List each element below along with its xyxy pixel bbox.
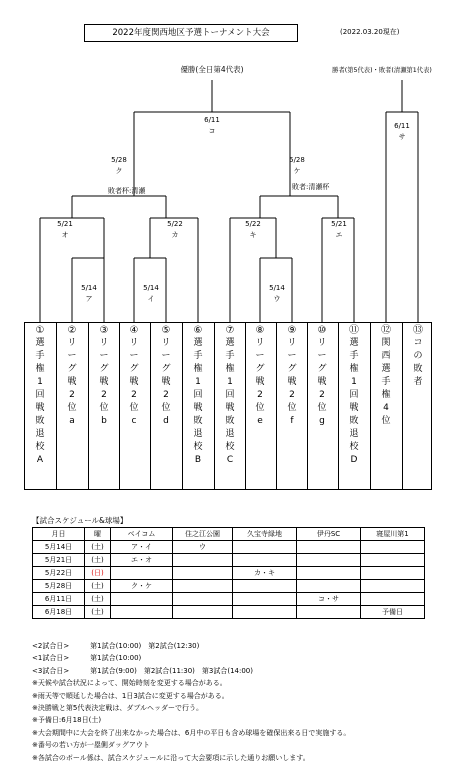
table-row [33,541,425,554]
note-line: ※大会期間中に大会を終了出来なかった場合は、6月中の平日も含め球場を確保出来る日で実施する。 [32,728,351,737]
team-number: ⑧ [255,325,265,336]
page-title: 2022年度関西地区予選トーナメント大会 [84,24,298,42]
table-cell [361,541,425,554]
team-number: ① [35,325,45,336]
team-divider [307,322,308,490]
match-sa-date: 6/11 [394,122,410,130]
team-entry [98,324,110,428]
note-line: <1試合日> 第1試合(10:00) [32,654,142,663]
table-cell: エ・オ [111,554,173,567]
team-label: リーグ戦2位f [287,338,297,426]
table-cell [173,593,233,606]
side-winner-label: 勝者(第5代表)・敗者(清瀬第1代表) [332,67,432,74]
match-e-code: エ [335,231,343,239]
match-o-code: オ [61,231,69,239]
match-a-date: 5/14 [81,284,97,292]
loser-cup-right: 敗者:清瀬杯 [292,183,330,191]
team-divider [56,322,57,490]
schedule-header-row [33,528,425,541]
table-cell: ア・イ [111,541,173,554]
table-cell: (日) [85,567,111,580]
schedule-title: 【試合スケジュール&球場】 [32,516,128,525]
table-cell [233,541,297,554]
table-cell: 5月14日 [33,541,85,554]
team-number: ④ [129,325,139,336]
table-cell: 6月18日 [33,606,85,619]
table-cell [173,606,233,619]
match-i-date: 5/14 [143,284,159,292]
table-cell: 5月22日 [33,567,85,580]
team-number: ⑨ [287,325,297,336]
table-cell [361,593,425,606]
match-e-date: 5/21 [331,220,347,228]
table-cell [297,554,361,567]
team-number: ⑩ [317,325,327,336]
table-row [33,567,425,580]
table-cell [173,580,233,593]
table-cell [297,567,361,580]
match-ko-code: コ [208,127,216,135]
table-cell: (土) [85,541,111,554]
team-divider [276,322,277,490]
table-cell [173,567,233,580]
column-header: 寝屋川第1 [361,528,425,541]
table-cell: (土) [85,580,111,593]
team-entry [380,324,392,428]
match-ka-code: カ [171,231,179,239]
table-cell [361,580,425,593]
match-sa-code: サ [398,133,406,141]
match-ki-code: キ [249,231,257,239]
note-line: ※決勝戦と第5代表決定戦は、ダブルヘッダーで行う。 [32,704,204,713]
note-line: ※番号の若い方が一塁側ダッグアウト [32,741,150,750]
table-cell [111,606,173,619]
match-ko-date: 6/11 [204,116,220,124]
table-cell [111,593,173,606]
match-ku-date: 5/28 [111,156,127,164]
team-entry [224,324,236,467]
match-o-date: 5/21 [57,220,73,228]
team-divider [88,322,89,490]
table-cell [233,593,297,606]
note-line: <2試合日> 第1試合(10:00) 第2試合(12:30) [32,642,200,650]
team-entry [254,324,266,428]
note-line: ※各試合のボール係は、試合スケジュールに沿って大会要項に示した通りお願いします。 [32,753,310,762]
table-cell: コ・サ [297,593,361,606]
team-divider [182,322,183,490]
team-number: ② [67,325,77,336]
table-cell: (土) [85,554,111,567]
team-label: リーグ戦2位e [255,338,265,426]
column-header: 久宝寺緑地 [233,528,297,541]
team-label: リーグ戦2位d [161,338,171,426]
schedule-table [32,527,425,619]
column-header: 月日 [33,528,85,541]
column-header: 伊丹SC [297,528,361,541]
table-row [33,593,425,606]
table-cell [233,554,297,567]
match-u-date: 5/14 [269,284,285,292]
loser-cup-left: 敗者杯:清瀬 [108,187,146,195]
team-divider [119,322,120,490]
match-a-code: ア [85,295,93,303]
table-cell: ク・ケ [111,580,173,593]
match-ka-date: 5/22 [167,220,183,228]
team-label: 選手権1回戦敗退校A [35,338,45,465]
team-number: ⑦ [225,325,235,336]
team-label: 選手権1回戦敗退校D [349,338,359,465]
final-winner-label: 優勝(全日第4代表) [180,65,244,74]
team-entry [348,324,360,467]
table-cell: カ・キ [233,567,297,580]
table-cell: 5月21日 [33,554,85,567]
team-divider [214,322,215,490]
team-entry [316,324,328,428]
as-of-date: (2022.03.20現在) [340,28,400,36]
table-cell [361,554,425,567]
team-number: ⑥ [193,325,203,336]
team-divider [338,322,339,490]
column-header: 住之江公園 [173,528,233,541]
table-cell: (土) [85,593,111,606]
team-label: リーグ戦2位c [129,338,139,426]
match-ke-code: ケ [293,167,301,175]
note-line: ※雨天等で順延した場合は、1日3試合に変更する場合がある。 [32,691,229,700]
team-number: ⑪ [349,325,359,336]
note-line: ※天候や試合状況によって、開始時刻を変更する場合がある。 [32,679,227,688]
table-cell [297,541,361,554]
team-number: ⑤ [161,325,171,336]
table-row [33,554,425,567]
team-divider [150,322,151,490]
team-entry [128,324,140,428]
table-cell: 予備日 [361,606,425,619]
team-divider [370,322,371,490]
team-label: リーグ戦2位g [317,338,327,426]
team-entry [34,324,46,467]
table-cell [111,567,173,580]
team-divider [245,322,246,490]
team-entry [160,324,172,428]
table-cell [233,606,297,619]
team-label: 選手権1回戦敗退校C [225,338,235,465]
table-cell [297,580,361,593]
table-cell [297,606,361,619]
column-header: 曜 [85,528,111,541]
table-cell: 5月28日 [33,580,85,593]
team-entry [412,324,424,389]
team-divider [402,322,403,490]
table-cell: ウ [173,541,233,554]
team-number: ⑫ [381,325,391,336]
team-entry [192,324,204,467]
table-row [33,606,425,619]
team-label: リーグ戦2位b [99,338,109,426]
table-cell [361,567,425,580]
table-cell: (土) [85,606,111,619]
team-label: リーグ戦2位a [67,338,77,426]
team-label: 関西選手権4位 [381,338,391,426]
team-entry [286,324,298,428]
match-i-code: イ [147,295,155,303]
match-ke-date: 5/28 [289,156,305,164]
match-ki-date: 5/22 [245,220,261,228]
note-line: ※予備日:6月18日(土) [32,716,102,725]
team-label: 選手権1回戦敗退校B [193,338,203,465]
column-header: ベイコム [111,528,173,541]
table-cell [173,554,233,567]
team-entry [66,324,78,428]
match-ku-code: ク [115,167,123,175]
note-line: <3試合日> 第1試合(9:00) 第2試合(11:30) 第3試合(14:00) [32,666,253,675]
team-number: ⑬ [413,325,423,336]
team-number: ③ [99,325,109,336]
notes-block [32,640,350,764]
table-cell [233,580,297,593]
match-u-code: ウ [273,295,281,303]
table-cell: 6月11日 [33,593,85,606]
table-row [33,580,425,593]
team-label: コの敗者 [413,338,423,387]
